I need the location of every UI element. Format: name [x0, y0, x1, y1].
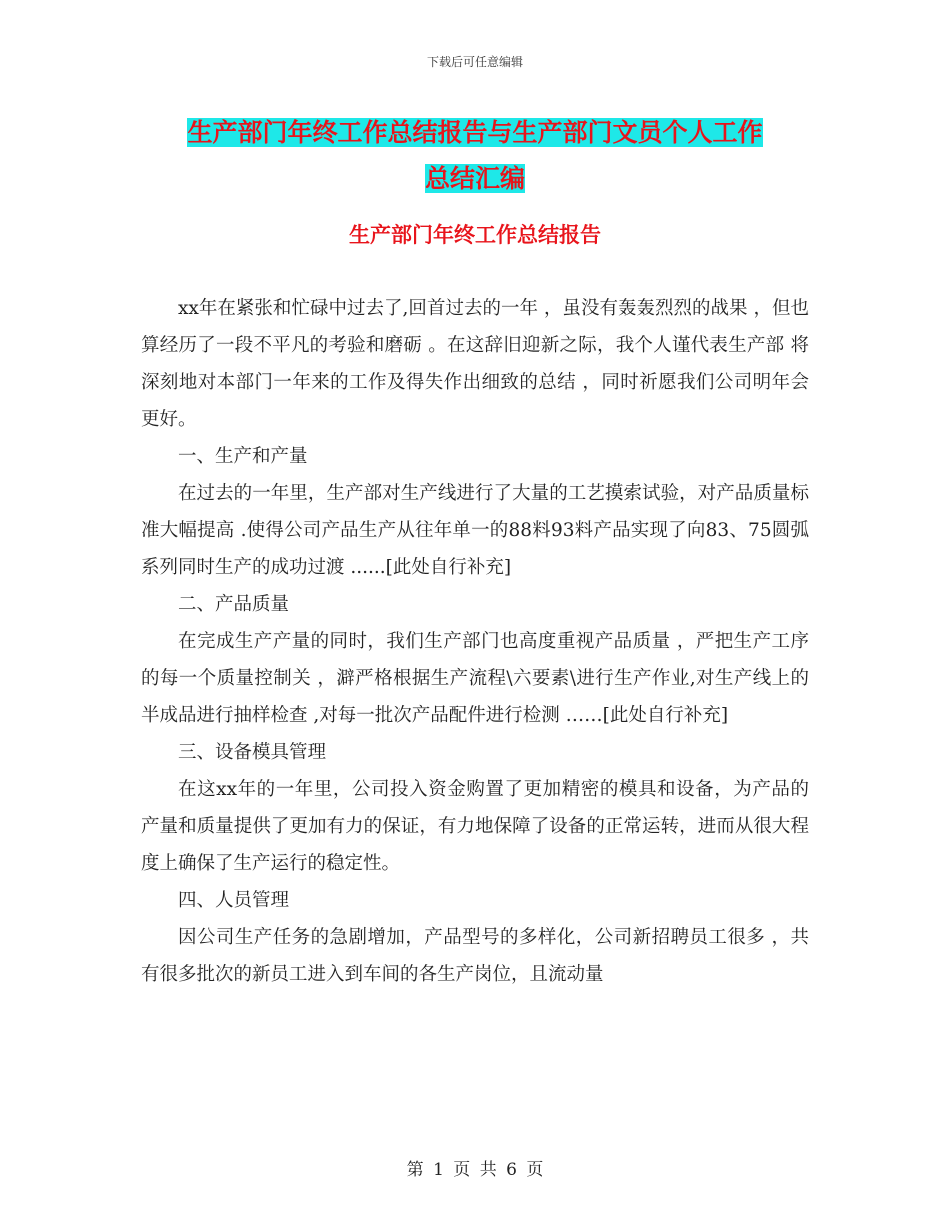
heading-production: 一、生产和产量: [178, 446, 308, 467]
heading-equipment: 三、设备模具管理: [178, 742, 327, 763]
heading-quality: 二、产品质量: [178, 594, 290, 615]
section-title: 生产部门年终工作总结报告: [349, 222, 601, 247]
paragraph-personnel: 因公司生产任务的急剧增加，产品型号的多样化，公司新招聘员工很多 ，共有很多批次的新员工进入到车间的各生产岗位，且流动量: [141, 927, 809, 985]
paragraph-production: 在过去的一年里，生产部对生产线进行了大量的工艺摸索试验，对产品质量标准大幅提高 .使得公司产品生产从往年单一的88料93料产品实现了向83、75圆弧系列同时生产的成功过渡 ......[此处自行补充]: [141, 483, 809, 578]
title-line-2: 总结汇编: [424, 164, 525, 193]
heading-personnel: 四、人员管理: [178, 890, 290, 911]
header-note: 下载后可任意编辑: [426, 55, 523, 69]
document-title: [140, 110, 810, 202]
paragraph-intro: xx年在紧张和忙碌中过去了,回首过去的一年 ，虽没有轰轰烈烈的战果 ，但也算经历了一段不平凡的考验和磨砺 。在这辞旧迎新之际，我个人谨代表生产部 将深刻地对本部门一年来的工作及得失作出细致的总结 ，同时祈愿我们公司明年会更好。: [141, 298, 809, 430]
page-footer: 第 1 页 共 6 页: [406, 1160, 544, 1180]
title-line-1: 生产部门年终工作总结报告与生产部门文员个人工作: [187, 118, 763, 147]
document-body: [141, 290, 809, 993]
paragraph-equipment: 在这xx年的一年里，公司投入资金购置了更加精密的模具和设备，为产品的产量和质量提供了更加有力的保证，有力地保障了设备的正常运转，进而从很大程度上确保了生产运行的稳定性。: [141, 779, 809, 874]
paragraph-quality: 在完成生产产量的同时，我们生产部门也高度重视产品质量 ，严把生产工序的每一个质量控制关 ，澼严格根据生产流程\六要素\进行生产作业,对生产线上的半成品进行抽样检查 ,对每一批次产品配件进行检测 ……[此处自行补充]: [141, 631, 809, 726]
